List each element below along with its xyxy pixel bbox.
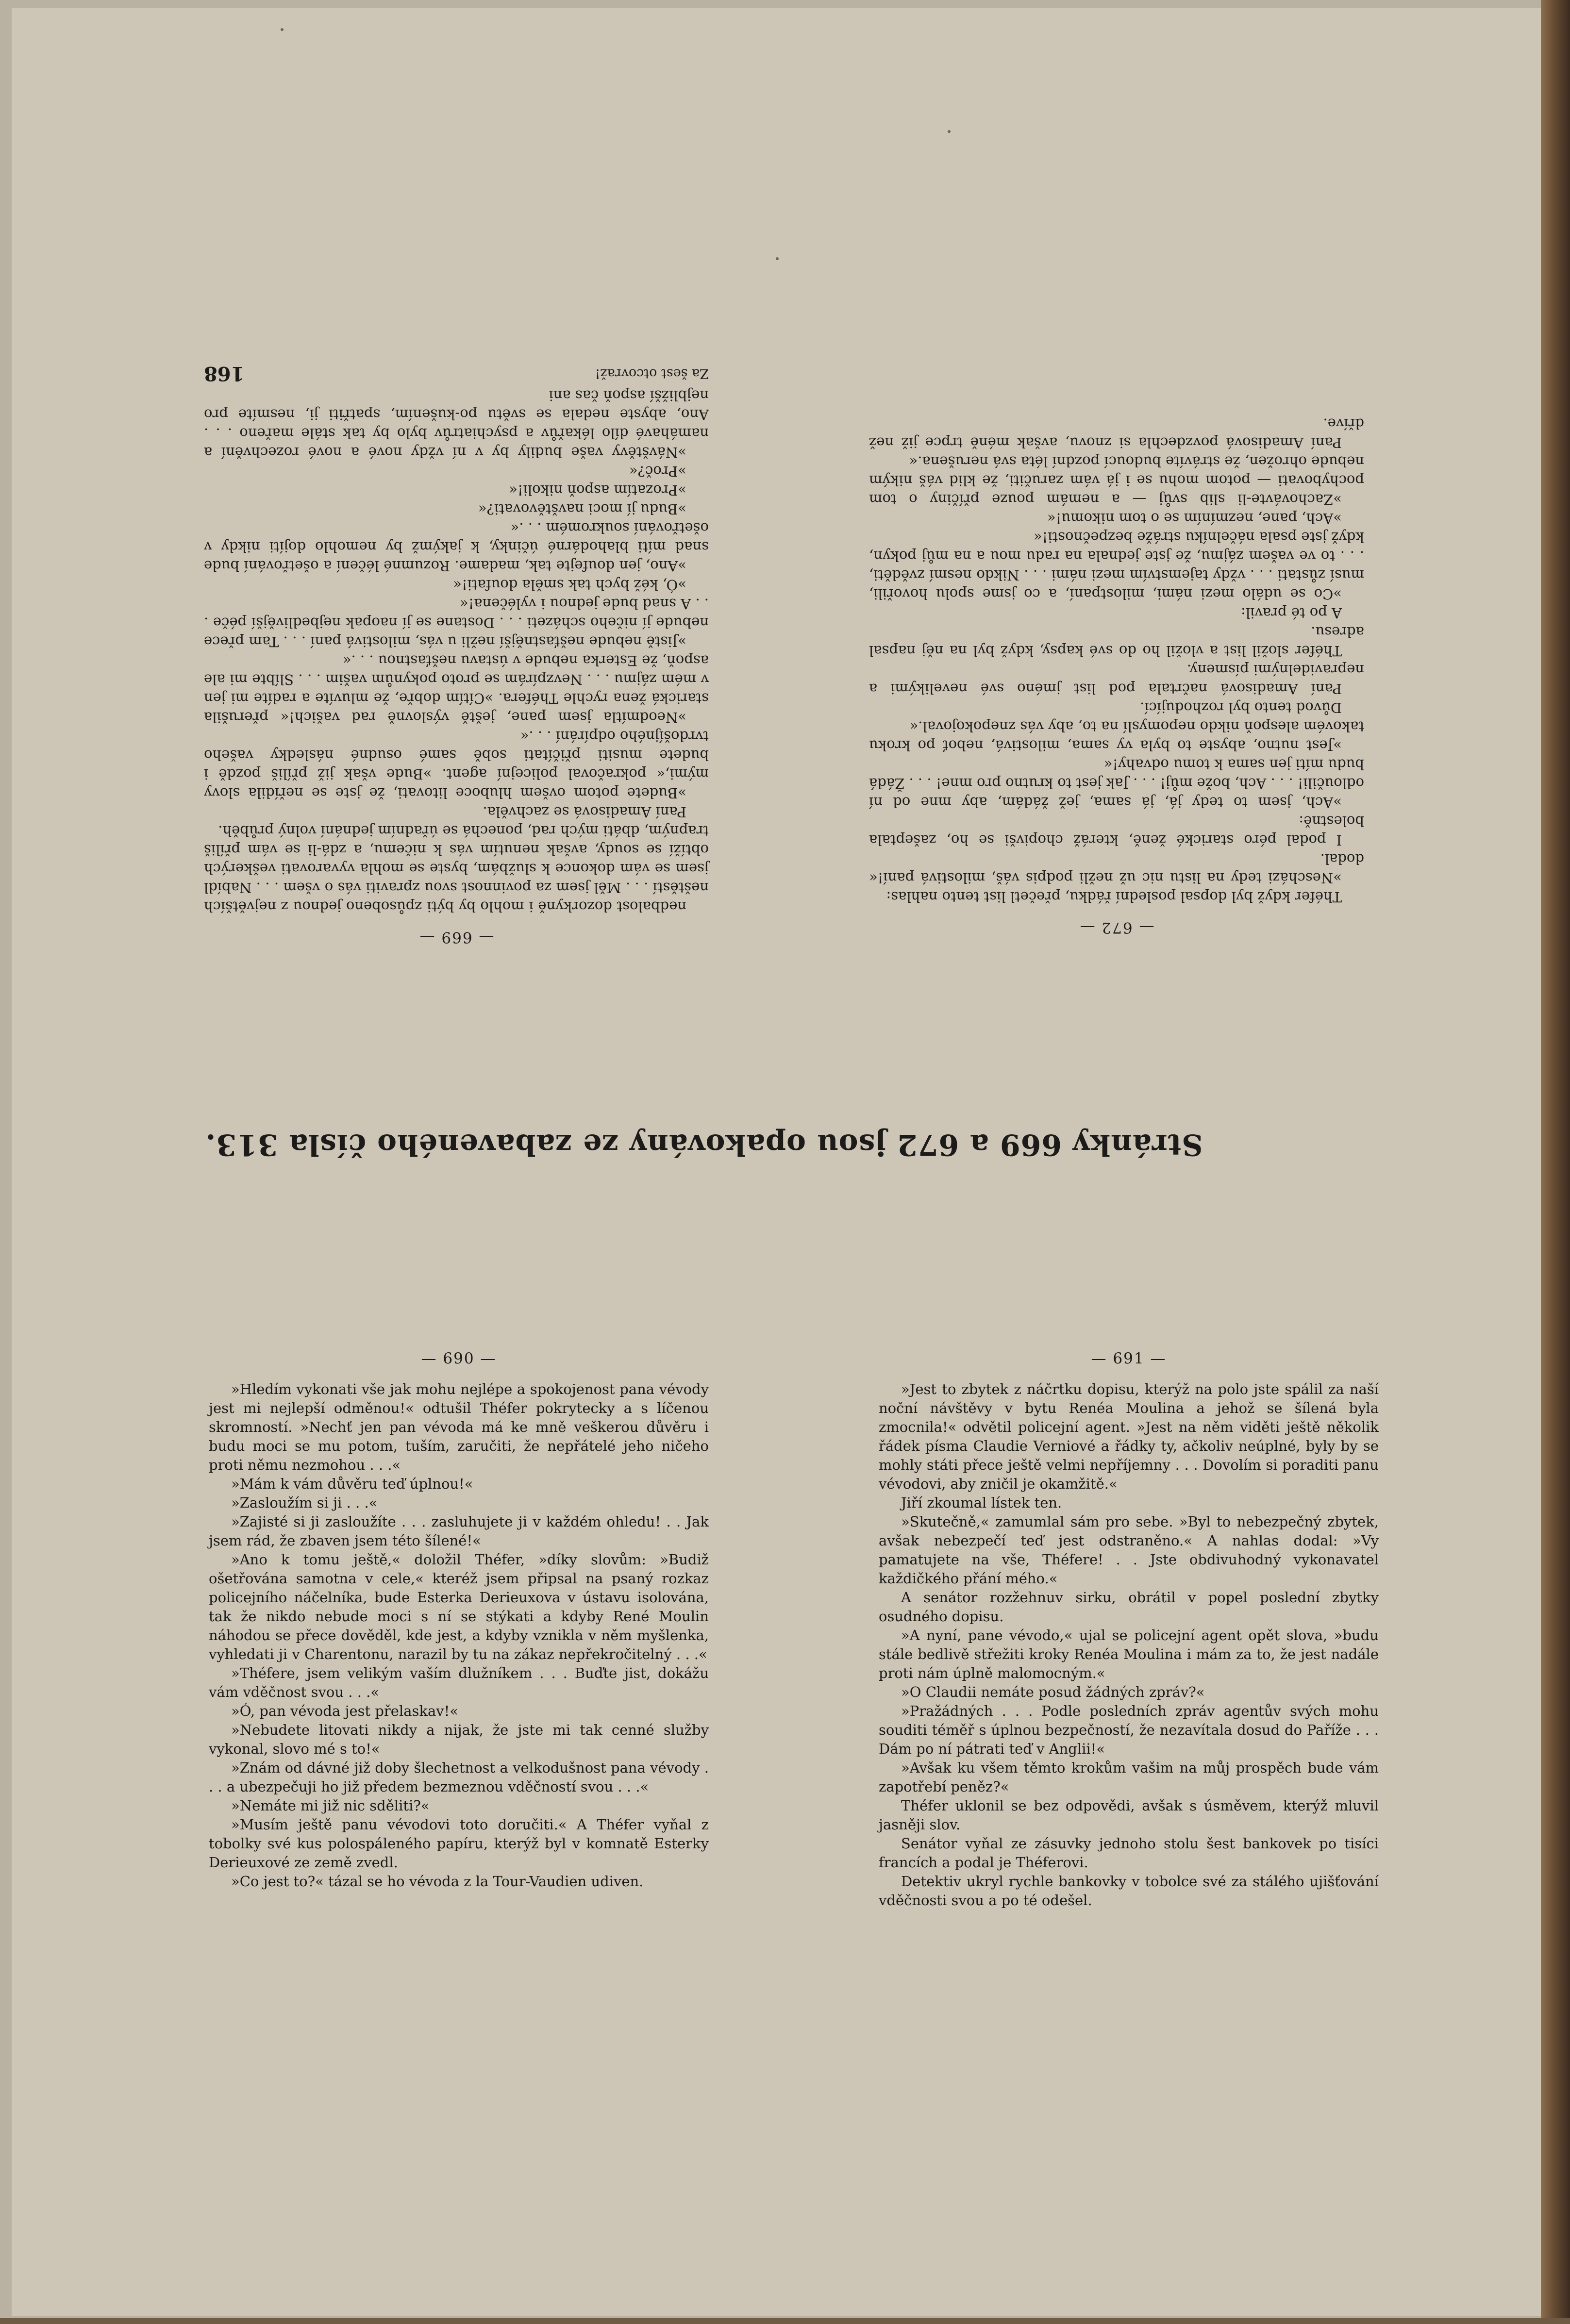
paper-speck — [281, 28, 284, 31]
paragraph: »Budete potom ovšem hluboce litovati, že jste se neřídila slovy mými,« pokračoval policejní agent. »Bude však již příliš pozdě i budete musiti přičítati sobě samé osudné následky vašeho tvrdošíjného odpírání . . .« — [204, 728, 709, 801]
paragraph: »Znám od dávné již doby šlechetnost a velkodušnost pana vévody . . . a ubezpečuji ho již předem bezmeznou vděčností svou . . .« — [209, 1760, 709, 1795]
page-690 — [209, 1349, 709, 2107]
paragraph: I podal péro starické ženě, kteráž chopivši se ho, zašeptala bolestně: — [869, 813, 1364, 848]
paragraph: Paní Amadisová povzdechla si znovu, avšak méně trpce již než dříve. — [869, 415, 1364, 451]
paragraph: »Zajisté si ji zasloužíte . . . zasluhujete ji v každém ohledu! . . Jak jsem rád, že zbaven jsem této šílené!« — [209, 1513, 709, 1549]
paragraph: Důvod tento byl rozhodující. — [1140, 699, 1342, 716]
paragraph: »Proč?« — [629, 463, 686, 480]
page-number: — 669 — — [418, 929, 494, 946]
paragraph: »Théfere, jsem velikým vaším dlužníkem . . . Buďte jist, dokážu vám vděčnost svou . . .« — [209, 1665, 709, 1700]
repeat-notice-banner: Stránky 669 a 672 jsou opakovány ze zabaveného čísla 313. — [205, 1128, 1203, 1162]
paragraph: »Pražádných . . . Podle posledních zpráv agentův svých mohu souditi téměř s úplnou bezpečností, že nezavítala dosud do Paříže . . . Dám po ní pátrati teď v Anglii!« — [879, 1703, 1379, 1757]
sheet-number: 168 — [204, 362, 245, 385]
paragraph: »Ano, jen doufejte tak, madame. Rozumné léčení a ošetřování bude snad míti blahodárné účinky, k jakýmž by nemohlo dojíti nikdy v ošetřování soukromém . . .« — [204, 520, 709, 574]
paragraph: »Mám k vám důvěru teď úplnou!« — [231, 1476, 473, 1492]
paragraph: »Skutečně,« zamumlal sám pro sebe. »Byl to nebezpečný zbytek, avšak nebezpečí teď jest odstraněno.« A nahlas dodal: »Vy pamatujete na vše, Théfere! . . Jste obdivuhodný vykonavatel každičkého přání mého.« — [879, 1513, 1379, 1587]
paper-speck — [776, 257, 779, 260]
paragraph: »Hledím vykonati vše jak mohu nejlépe a spokojenost pana vévody jest mi nejlepší odměnou!« odtušil Théfer pokrytecky a s líčenou skromností. »Nechť jen pan vévoda má ke mně veškerou důvěru i budu moci se mu potom, tuším, zaručiti, že nepřátelé jeho ničeho proti němu nezmohou . . .« — [209, 1381, 709, 1473]
paragraph: »Neodmítla jsem pane, ještě výslovně rad vašich!« přerušila starická žena rychle Théfera. »Cítím dobře, že mluvíte a radíte mi jen v mém zájmu . . . Nevzpírám se proto pokynům vašim . . . Slíbte mi ale aspoň, že Esterka nebude v ústavu nešťastnou . . .« — [204, 652, 709, 726]
page-number: — 672 — — [1079, 919, 1154, 936]
paragraph: »Musím ještě panu vévodovi toto doručiti.« A Théfer vyňal z tobolky své kus polospáleného papíru, kterýž byl v komnatě Esterky Derieuxové ze země zvedl. — [209, 1816, 709, 1871]
paragraph: »Nebudete litovati nikdy a nijak, že jste mi tak cenné služby vykonal, slovo mé s to!« — [209, 1722, 709, 1757]
paragraph: A senátor rozžehnuv sirku, obrátil v popel poslední zbytky osudného dopisu. — [879, 1589, 1379, 1625]
paragraph: »Nemáte mi již nic sděliti?« — [231, 1797, 430, 1814]
paragraph: A po té pravil: — [1241, 605, 1342, 621]
paragraph: »Ó, pan vévoda jest přelaskav!« — [231, 1703, 459, 1719]
paragraph: »Ó, kéž bych tak směla doufati!« — [453, 577, 686, 593]
page-691 — [879, 1349, 1379, 2107]
page-footer — [204, 364, 709, 383]
paragraph: »Avšak ku všem těmto krokům vašim na můj prospěch bude vám zapotřebí peněz?« — [879, 1760, 1379, 1795]
paragraph: »Ach, jsem to tedy já, já sama, jež žádám, aby mne od ní odloučili! . . . Ach, bože můj! . . . Jak jest to krutno pro mne! . . . Žádá budu míti jen sama k tomu odvahy!« — [869, 756, 1364, 811]
paragraph: »Budu jí moci navštěvovati?« — [478, 501, 686, 517]
paragraph: Paní Amadisová se zachvěla. — [483, 804, 686, 820]
paragraph: »A nyní, pane vévodo,« ujal se policejní agent opět slova, »budu stále bedlivě střežiti kroky Renéa Moulina i mám za to, že jest nadále proti nám úplně malomocným.« — [879, 1627, 1379, 1681]
paper-speck — [948, 130, 951, 133]
footer-title: Za šest otcovraž! — [595, 366, 709, 381]
paragraph: »Jest nutno, abyste to byla vy sama, milostivá, neboť po kroku takovém alespoň nikdo nepomyslí na to, aby vás znepokojoval.« — [869, 718, 1364, 754]
rotated-page-672 — [869, 160, 1364, 937]
paragraph: Jiří zkoumal lístek ten. — [901, 1494, 1062, 1511]
paragraph: Detektiv ukryl rychle bankovky v tobolce své za stálého ujišťování vděčnosti svou a po té odešel. — [879, 1873, 1379, 1909]
paragraph: »Zachovávte-li slib svůj — a nemám pouze příčiny o tom pochybovati — potom mohu se i já vám zaručiti, že klid váš nikým nebude ohrožen, že strávíte budoucí pozdní léta svá nerušena.« — [869, 453, 1364, 508]
bottom-edge — [0, 2318, 1570, 2324]
paragraph: »O Claudii nemáte posud žádných zpráv?« — [901, 1684, 1205, 1700]
paragraph: Théfer když byl dopsal poslední řádku, přečetl list tento nahlas: — [886, 889, 1342, 905]
paragraph: Théfer uklonil se bez odpovědi, avšak s úsměvem, kterýž mluvil jasněji slov. — [879, 1797, 1379, 1833]
paragraph: »Návštěvy vaše budily by v ní vždy nové a nové rozechvění a namáhavé dílo lékařův a psychiatrův bylo by tak stále mařeno . . . Ano, abyste nedala se světu po-kušením, spatřiti ji, nesmíte pro nejbližší aspoň čas ani — [204, 387, 709, 461]
paragraph: »Jest to zbytek z náčrtku dopisu, kterýž na polo jste spálil za naší noční návštěvy v bytu Renéa Moulina a jehož se šílená byla zmocnila!« odvětil policejní agent. »Jest na něm viděti ještě několik řádek písma Claudie Verniové a řádky ty, ačkoliv neúplné, byly by se mohly státi přece ještě velmi nepříjemny . . . Dovolím si poraditi panu vévodovi, aby zničil je okamžitě.« — [879, 1381, 1379, 1492]
paragraph: »Jistě nebude nešťastnější nežli u vás, milostivá paní . . . Tam přece nebude jí ničeho scházeti . . . Dostane se jí naopak nejbedlivější péče . . . A snad bude jednou i vyléčena!« — [204, 596, 709, 650]
paragraph: »Zasloužím si ji . . .« — [231, 1494, 378, 1511]
page-number: — 690 — — [421, 1350, 497, 1367]
paragraph: »Ach, pane, nezmíním se o tom nikomu!« — [1047, 510, 1342, 527]
paragraph: »Prozatím aspoň nikoli!« — [509, 482, 686, 498]
paragraph: nedbalost dozorkyně i mohlo by býti způsobeno jednou z největších neštěstí . . . Měl jsem za povinnost svou zpraviti vás o všem . . . Nabídl jsem se vám dokonce k službám, byste se mohla vyvarovati veškerých obtíží se soudy, avšak nenutím vás k ničemu, a zdá-li se vám příliš trapným, dbáti mých rad, ponechá se úřadním jednání volný průběh. — [204, 823, 709, 915]
page-number: — 691 — — [1091, 1350, 1167, 1367]
paragraph: Paní Amadisová načrtala pod list jméno své nevelikými a nepravidelnými písmeny. — [869, 662, 1364, 697]
paragraph: »Co se událo mezi námi, milostpaní, a co jsme spolu hovořili, musí zůstati . . . vždy tajemstvím mezi námi . . . Nikdo nesmí zvěděti, . . . to ve vašem zájmu, že jste jednala na radu mou a na můj pokyn, když jste psala náčelníku stráže bezpečnosti!« — [869, 529, 1364, 602]
paragraph: »Co jest to?« tázal se ho vévoda z la Tour-Vaudien udiven. — [231, 1873, 644, 1890]
paragraph: Théfer složil list a vložil ho do své kapsy, když byl na něj napsal adresu. — [869, 624, 1364, 659]
paragraph: »Ano k tomu ještě,« doložil Théfer, »díky slovům: »Budiž ošetřována samotna v cele,« kteréž jsem připsal na psaný rozkaz policejního náčelníka, bude Esterka Derieuxova v ústavu isolována, tak že nikdo nebude moci s ní se stýkati a kdyby René Moulin náhodou se přece dověděl, kde jest, a kdyby vznikla v něm myšlenka, vyhledati ji v Charentonu, narazil by tu na zákaz nepřekročitelný . . .« — [209, 1551, 709, 1662]
binding-edge — [1541, 0, 1570, 2324]
paragraph: Senátor vyňal ze zásuvky jednoho stolu šest bankovek po tisíci francích a podal je Théferovi. — [879, 1835, 1379, 1871]
rotated-page-669 — [204, 160, 709, 946]
paragraph: »Nescházi tedy na listu nic už nežli podpis váš, milostivá paní!« dodal. — [869, 851, 1364, 886]
